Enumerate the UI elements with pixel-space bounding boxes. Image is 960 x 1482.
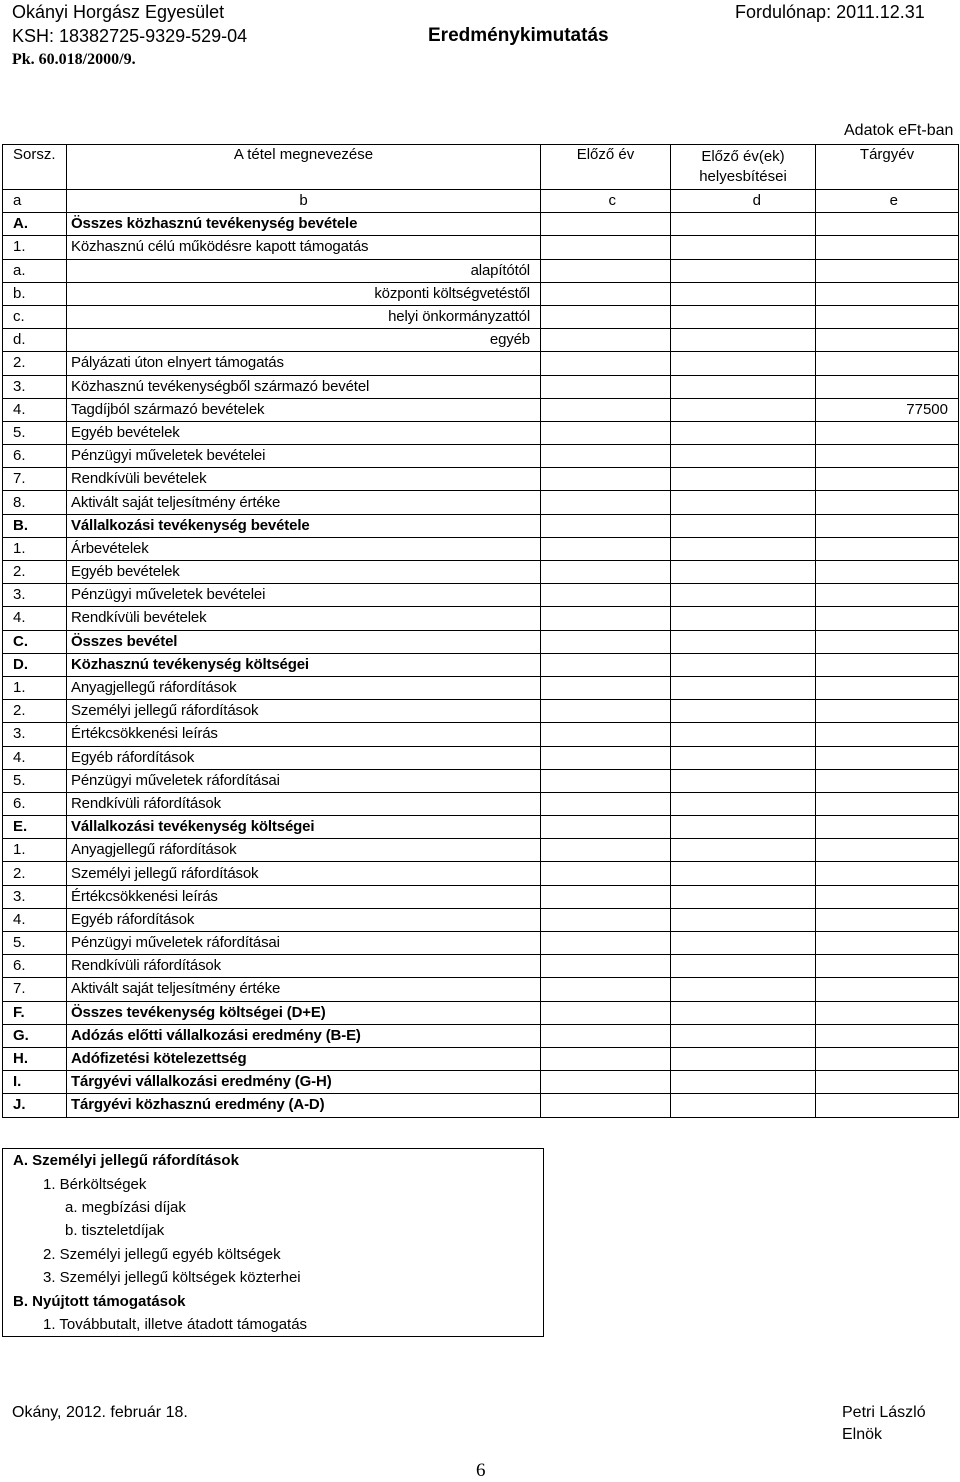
row-name: Összes közhasznú tevékenység bevétele [67, 213, 541, 236]
table-row [3, 329, 959, 352]
table-row [3, 514, 959, 537]
previous-year-value [541, 908, 671, 931]
column-header-item-name: A tétel megnevezése [67, 145, 541, 190]
row-code: 1. [3, 676, 67, 699]
row-name: Adózás előtti vállalkozási eredmény (B-E) [67, 1024, 541, 1047]
table-row [3, 653, 959, 676]
row-name: Egyéb ráfordítások [67, 908, 541, 931]
previous-year-correction-value [671, 491, 816, 514]
current-year-value [816, 978, 959, 1001]
previous-year-correction-value [671, 792, 816, 815]
row-name: Tárgyévi közhasznú eredmény (A-D) [67, 1094, 541, 1117]
row-name: Tagdíjból származó bevételek [67, 398, 541, 421]
previous-year-correction-value [671, 421, 816, 444]
table-row [3, 398, 959, 421]
previous-year-correction-value [671, 305, 816, 328]
column-header-previous-year: Előző év [541, 145, 671, 190]
row-code: 1. [3, 839, 67, 862]
table-row [3, 259, 959, 282]
previous-year-correction-value [671, 375, 816, 398]
signer-title: Elnök [842, 1426, 883, 1443]
previous-year-value [541, 1094, 671, 1117]
row-name: Pályázati úton elnyert támogatás [67, 352, 541, 375]
row-name: Aktivált saját teljesítmény értéke [67, 491, 541, 514]
report-title: Eredménykimutatás [428, 25, 609, 46]
previous-year-correction-value [671, 398, 816, 421]
row-name: központi költségvetéstől [67, 282, 541, 305]
row-code: 4. [3, 398, 67, 421]
previous-year-value [541, 723, 671, 746]
row-code: 3. [3, 375, 67, 398]
row-code: F. [3, 1001, 67, 1024]
previous-year-value [541, 816, 671, 839]
table-row [3, 1071, 959, 1094]
previous-year-correction-value [671, 329, 816, 352]
table-row [3, 491, 959, 514]
previous-year-value [541, 862, 671, 885]
table-row [3, 1047, 959, 1070]
row-name: Értékcsökkenési leírás [67, 723, 541, 746]
previous-year-value [541, 398, 671, 421]
row-code: a. [3, 259, 67, 282]
row-name: Összes bevétel [67, 630, 541, 653]
table-row [3, 676, 959, 699]
table-header-row [3, 145, 959, 190]
column-header-previous-year-corrections: Előző év(ek) helyesbítései [671, 145, 816, 190]
table-row [3, 1094, 959, 1117]
previous-year-value [541, 1001, 671, 1024]
previous-year-value [541, 955, 671, 978]
row-code: 6. [3, 792, 67, 815]
table-row [3, 885, 959, 908]
row-code: c. [3, 305, 67, 328]
row-name: Közhasznú célú működésre kapott támogatás [67, 236, 541, 259]
row-name: Egyéb ráfordítások [67, 746, 541, 769]
current-year-value [816, 885, 959, 908]
previous-year-value [541, 491, 671, 514]
previous-year-correction-value [671, 236, 816, 259]
current-year-value [816, 769, 959, 792]
supplement-row [3, 1289, 544, 1312]
previous-year-correction-value [671, 584, 816, 607]
previous-year-correction-value [671, 1071, 816, 1094]
table-row [3, 769, 959, 792]
row-code: 5. [3, 769, 67, 792]
current-year-value [816, 236, 959, 259]
table-row [3, 978, 959, 1001]
previous-year-correction-value [671, 700, 816, 723]
row-name: egyéb [67, 329, 541, 352]
current-year-value [816, 1024, 959, 1047]
current-year-value [816, 445, 959, 468]
row-name: Árbevételek [67, 537, 541, 560]
previous-year-correction-value [671, 932, 816, 955]
row-code: E. [3, 816, 67, 839]
table-row [3, 561, 959, 584]
current-year-value [816, 305, 959, 328]
current-year-value [816, 700, 959, 723]
supplement-row [3, 1172, 544, 1195]
supplement-item: 1. Továbbutalt, illetve átadott támogatás [3, 1313, 544, 1337]
previous-year-correction-value [671, 607, 816, 630]
current-year-value [816, 514, 959, 537]
row-name: Összes tevékenység költségei (D+E) [67, 1001, 541, 1024]
previous-year-value [541, 445, 671, 468]
row-name: Személyi jellegű ráfordítások [67, 862, 541, 885]
row-name: Vállalkozási tevékenység költségei [67, 816, 541, 839]
previous-year-correction-value [671, 282, 816, 305]
table-row [3, 746, 959, 769]
current-year-value [816, 723, 959, 746]
row-name: Anyagjellegű ráfordítások [67, 676, 541, 699]
previous-year-value [541, 352, 671, 375]
previous-year-value [541, 537, 671, 560]
previous-year-value [541, 978, 671, 1001]
row-code: 7. [3, 468, 67, 491]
table-row [3, 445, 959, 468]
supplement-item: 3. Személyi jellegű költségek közterhei [3, 1266, 544, 1289]
row-name: Rendkívüli bevételek [67, 468, 541, 491]
table-row [3, 1001, 959, 1024]
current-year-value [816, 839, 959, 862]
unit-note: Adatok eFt-ban [844, 122, 954, 139]
table-row [3, 700, 959, 723]
previous-year-value [541, 213, 671, 236]
current-year-value [816, 352, 959, 375]
previous-year-value [541, 1071, 671, 1094]
previous-year-value [541, 1024, 671, 1047]
row-name: Egyéb bevételek [67, 561, 541, 584]
row-code: A. [3, 213, 67, 236]
current-year-value [816, 375, 959, 398]
row-code: 3. [3, 885, 67, 908]
row-name: Aktivált saját teljesítmény értéke [67, 978, 541, 1001]
current-year-value [816, 862, 959, 885]
current-year-value [816, 932, 959, 955]
table-row [3, 537, 959, 560]
table-row [3, 375, 959, 398]
row-code: C. [3, 630, 67, 653]
row-name: Rendkívüli bevételek [67, 607, 541, 630]
table-row [3, 421, 959, 444]
row-name: Pénzügyi műveletek bevételei [67, 445, 541, 468]
previous-year-correction-value [671, 352, 816, 375]
previous-year-correction-value [671, 676, 816, 699]
current-year-value [816, 213, 959, 236]
table-row [3, 932, 959, 955]
row-name: Rendkívüli ráfordítások [67, 955, 541, 978]
row-name: Közhasznú tevékenység költségei [67, 653, 541, 676]
row-code: 1. [3, 236, 67, 259]
row-code: J. [3, 1094, 67, 1117]
previous-year-value [541, 839, 671, 862]
current-year-value [816, 491, 959, 514]
page-number: 6 [476, 1460, 486, 1481]
supplement-row [3, 1243, 544, 1266]
current-year-value [816, 630, 959, 653]
column-letter: d [671, 190, 816, 213]
row-code: 2. [3, 352, 67, 375]
row-code: 2. [3, 700, 67, 723]
row-code: 8. [3, 491, 67, 514]
table-row [3, 236, 959, 259]
previous-year-correction-value [671, 816, 816, 839]
current-year-value [816, 676, 959, 699]
current-year-value [816, 329, 959, 352]
row-code: 4. [3, 746, 67, 769]
table-row [3, 1024, 959, 1047]
previous-year-value [541, 259, 671, 282]
previous-year-correction-value [671, 1094, 816, 1117]
supplement-item: b. tiszteletdíjak [3, 1219, 544, 1242]
row-code: H. [3, 1047, 67, 1070]
current-year-value [816, 537, 959, 560]
previous-year-value [541, 885, 671, 908]
table-row [3, 352, 959, 375]
supplement-table [2, 1148, 544, 1337]
supplement-row [3, 1219, 544, 1242]
current-year-value [816, 1094, 959, 1117]
previous-year-value [541, 769, 671, 792]
previous-year-correction-value [671, 259, 816, 282]
previous-year-value [541, 305, 671, 328]
current-year-value [816, 259, 959, 282]
reference-date: Fordulónap: 2011.12.31 [735, 2, 925, 22]
row-code: 3. [3, 584, 67, 607]
table-row [3, 607, 959, 630]
supplement-item: B. Nyújtott támogatások [3, 1289, 544, 1312]
income-statement-table [2, 144, 959, 1118]
row-code: 4. [3, 908, 67, 931]
previous-year-value [541, 421, 671, 444]
previous-year-correction-value [671, 1024, 816, 1047]
current-year-value [816, 468, 959, 491]
organization-name: Okányi Horgász Egyesület [12, 2, 225, 22]
row-code: b. [3, 282, 67, 305]
previous-year-value [541, 746, 671, 769]
signer-name: Petri László [842, 1404, 926, 1421]
supplement-item: A. Személyi jellegű ráfordítások [3, 1149, 544, 1173]
row-code: G. [3, 1024, 67, 1047]
previous-year-value [541, 932, 671, 955]
previous-year-correction-value [671, 1047, 816, 1070]
row-name: Értékcsökkenési leírás [67, 885, 541, 908]
ksh-number: KSH: 18382725-9329-529-04 [12, 26, 248, 46]
current-year-value [816, 1071, 959, 1094]
supplement-item: a. megbízási díjak [3, 1196, 544, 1219]
row-code: 3. [3, 723, 67, 746]
current-year-value [816, 1001, 959, 1024]
table-row [3, 282, 959, 305]
previous-year-value [541, 236, 671, 259]
row-name: Pénzügyi műveletek bevételei [67, 584, 541, 607]
row-code: B. [3, 514, 67, 537]
row-name: Pénzügyi műveletek ráfordításai [67, 932, 541, 955]
previous-year-correction-value [671, 723, 816, 746]
current-year-value [816, 955, 959, 978]
supplement-item: 2. Személyi jellegű egyéb költségek [3, 1243, 544, 1266]
row-name: Anyagjellegű ráfordítások [67, 839, 541, 862]
previous-year-correction-value [671, 769, 816, 792]
current-year-value [816, 792, 959, 815]
current-year-value [816, 908, 959, 931]
row-code: 6. [3, 445, 67, 468]
previous-year-value [541, 514, 671, 537]
previous-year-value [541, 700, 671, 723]
row-name: Rendkívüli ráfordítások [67, 792, 541, 815]
previous-year-correction-value [671, 908, 816, 931]
table-row [3, 862, 959, 885]
column-header-current-year: Tárgyév [816, 145, 959, 190]
row-name: Pénzügyi műveletek ráfordításai [67, 769, 541, 792]
column-letter: b [67, 190, 541, 213]
table-row [3, 839, 959, 862]
previous-year-value [541, 653, 671, 676]
row-code: 2. [3, 862, 67, 885]
row-name: Egyéb bevételek [67, 421, 541, 444]
place-and-date: Okány, 2012. február 18. [12, 1404, 188, 1421]
previous-year-value [541, 676, 671, 699]
row-name: helyi önkormányzattól [67, 305, 541, 328]
previous-year-correction-value [671, 955, 816, 978]
supplement-row [3, 1196, 544, 1219]
row-code: I. [3, 1071, 67, 1094]
row-name: Vállalkozási tevékenység bevétele [67, 514, 541, 537]
table-row [3, 792, 959, 815]
row-name: alapítótól [67, 259, 541, 282]
previous-year-value [541, 329, 671, 352]
table-row [3, 584, 959, 607]
row-code: 7. [3, 978, 67, 1001]
previous-year-correction-value [671, 537, 816, 560]
previous-year-correction-value [671, 978, 816, 1001]
current-year-value: 77500 [816, 398, 959, 421]
current-year-value [816, 1047, 959, 1070]
previous-year-correction-value [671, 1001, 816, 1024]
current-year-value [816, 607, 959, 630]
previous-year-correction-value [671, 630, 816, 653]
column-letter: c [541, 190, 671, 213]
table-row [3, 816, 959, 839]
table-row [3, 305, 959, 328]
supplement-row [3, 1149, 544, 1173]
table-row [3, 955, 959, 978]
previous-year-value [541, 282, 671, 305]
table-row [3, 908, 959, 931]
column-letter: a [3, 190, 67, 213]
supplement-row [3, 1266, 544, 1289]
previous-year-value [541, 792, 671, 815]
current-year-value [816, 421, 959, 444]
table-row [3, 630, 959, 653]
row-code: 1. [3, 537, 67, 560]
previous-year-correction-value [671, 862, 816, 885]
current-year-value [816, 653, 959, 676]
row-name: Közhasznú tevékenységből származó bevétel [67, 375, 541, 398]
previous-year-value [541, 607, 671, 630]
previous-year-value [541, 561, 671, 584]
previous-year-value [541, 630, 671, 653]
row-code: 5. [3, 932, 67, 955]
current-year-value [816, 584, 959, 607]
row-code: 5. [3, 421, 67, 444]
previous-year-correction-value [671, 468, 816, 491]
table-row [3, 213, 959, 236]
previous-year-value [541, 375, 671, 398]
row-name: Adófizetési kötelezettség [67, 1047, 541, 1070]
previous-year-correction-value [671, 653, 816, 676]
previous-year-value [541, 584, 671, 607]
row-code: D. [3, 653, 67, 676]
table-row [3, 468, 959, 491]
supplement-item: 1. Bérköltségek [3, 1172, 544, 1195]
row-name: Tárgyévi vállalkozási eredmény (G-H) [67, 1071, 541, 1094]
previous-year-correction-value [671, 885, 816, 908]
row-name: Személyi jellegű ráfordítások [67, 700, 541, 723]
row-code: 2. [3, 561, 67, 584]
previous-year-value [541, 1047, 671, 1070]
column-header-serial: Sorsz. [3, 145, 67, 190]
previous-year-correction-value [671, 445, 816, 468]
court-registration-number: Pk. 60.018/2000/9. [12, 51, 136, 68]
current-year-value [816, 282, 959, 305]
supplement-row [3, 1313, 544, 1337]
current-year-value [816, 746, 959, 769]
row-code: 4. [3, 607, 67, 630]
column-letter: e [816, 190, 959, 213]
previous-year-value [541, 468, 671, 491]
column-letter-row [3, 190, 959, 213]
previous-year-correction-value [671, 746, 816, 769]
previous-year-correction-value [671, 514, 816, 537]
current-year-value [816, 561, 959, 584]
row-code: d. [3, 329, 67, 352]
table-row [3, 723, 959, 746]
previous-year-correction-value [671, 839, 816, 862]
row-code: 6. [3, 955, 67, 978]
previous-year-correction-value [671, 561, 816, 584]
previous-year-correction-value [671, 213, 816, 236]
current-year-value [816, 816, 959, 839]
